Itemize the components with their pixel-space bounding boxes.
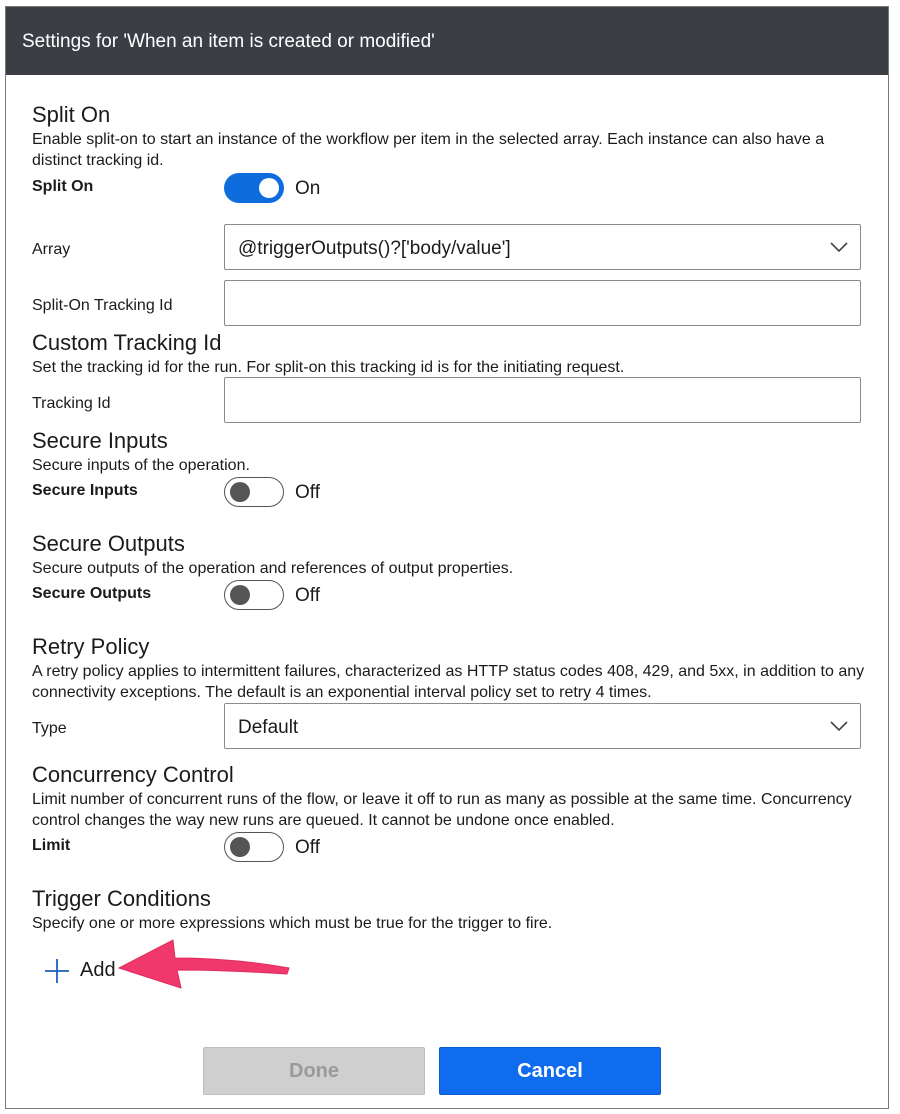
chevron-down-icon	[830, 720, 848, 732]
retry-type-value: Default	[238, 717, 299, 738]
secure-outputs-heading: Secure Outputs	[32, 531, 185, 556]
custom-tracking-heading: Custom Tracking Id	[32, 330, 222, 355]
split-on-description: Enable split-on to start an instance of the workflow per item in the selected array. Each instance can also have a distinct tracking id.	[32, 131, 825, 169]
split-on-toggle[interactable]	[224, 173, 284, 203]
toggle-knob	[230, 585, 250, 605]
secure-outputs-toggle-state: Off	[295, 585, 320, 606]
secure-inputs-toggle[interactable]	[224, 477, 284, 507]
split-on-toggle-state: On	[295, 178, 321, 199]
tracking-id-input[interactable]	[224, 377, 861, 423]
split-on-tracking-label: Split-On Tracking Id	[32, 297, 173, 314]
retry-type-label: Type	[32, 720, 67, 737]
trigger-conditions-heading: Trigger Conditions	[32, 886, 211, 911]
secure-outputs-description: Secure outputs of the operation and references of output properties.	[32, 560, 514, 577]
plus-icon	[44, 958, 70, 984]
concurrency-toggle-label: Limit	[32, 837, 71, 854]
secure-outputs-toggle[interactable]	[224, 580, 284, 610]
trigger-conditions-description: Specify one or more expressions which must be true for the trigger to fire.	[32, 915, 553, 932]
secure-inputs-toggle-label: Secure Inputs	[32, 482, 138, 499]
split-on-toggle-label: Split On	[32, 178, 94, 195]
done-button[interactable]: Done	[203, 1047, 425, 1095]
toggle-knob	[230, 837, 250, 857]
concurrency-heading: Concurrency Control	[32, 762, 234, 787]
secure-inputs-description: Secure inputs of the operation.	[32, 457, 250, 474]
add-condition-label: Add	[80, 959, 116, 981]
custom-tracking-description: Set the tracking id for the run. For split-on this tracking id is for the initiating request.	[32, 359, 625, 376]
split-on-tracking-input[interactable]	[224, 280, 861, 326]
secure-inputs-toggle-state: Off	[295, 482, 320, 503]
annotation-arrow	[115, 930, 295, 1000]
chevron-down-icon	[830, 241, 848, 253]
array-dropdown[interactable]	[224, 224, 861, 270]
secure-inputs-heading: Secure Inputs	[32, 428, 168, 453]
split-on-heading: Split On	[32, 102, 111, 127]
dialog-header	[6, 7, 888, 75]
retry-policy-description: A retry policy applies to intermittent failures, characterized as HTTP status codes 408, 429, and 5xx, in addition to any connectivity exceptions. The default is an exponential interval policy set to retry 4 times.	[32, 663, 865, 701]
concurrency-limit-toggle[interactable]	[224, 832, 284, 862]
tracking-id-label: Tracking Id	[32, 395, 111, 412]
toggle-knob	[230, 482, 250, 502]
dialog-title: Settings for 'When an item is created or modified'	[22, 31, 435, 52]
array-label: Array	[32, 241, 71, 258]
cancel-button[interactable]: Cancel	[439, 1047, 661, 1095]
array-value: @triggerOutputs()?['body/value']	[238, 238, 511, 259]
retry-policy-heading: Retry Policy	[32, 634, 150, 659]
retry-type-dropdown[interactable]	[224, 703, 861, 749]
toggle-knob	[259, 178, 279, 198]
concurrency-toggle-state: Off	[295, 837, 320, 858]
concurrency-description: Limit number of concurrent runs of the flow, or leave it off to run as many as possible at the same time. Concurrency control changes the way new runs are queued. It cannot be undone once enabled.	[32, 791, 852, 829]
secure-outputs-toggle-label: Secure Outputs	[32, 585, 152, 602]
